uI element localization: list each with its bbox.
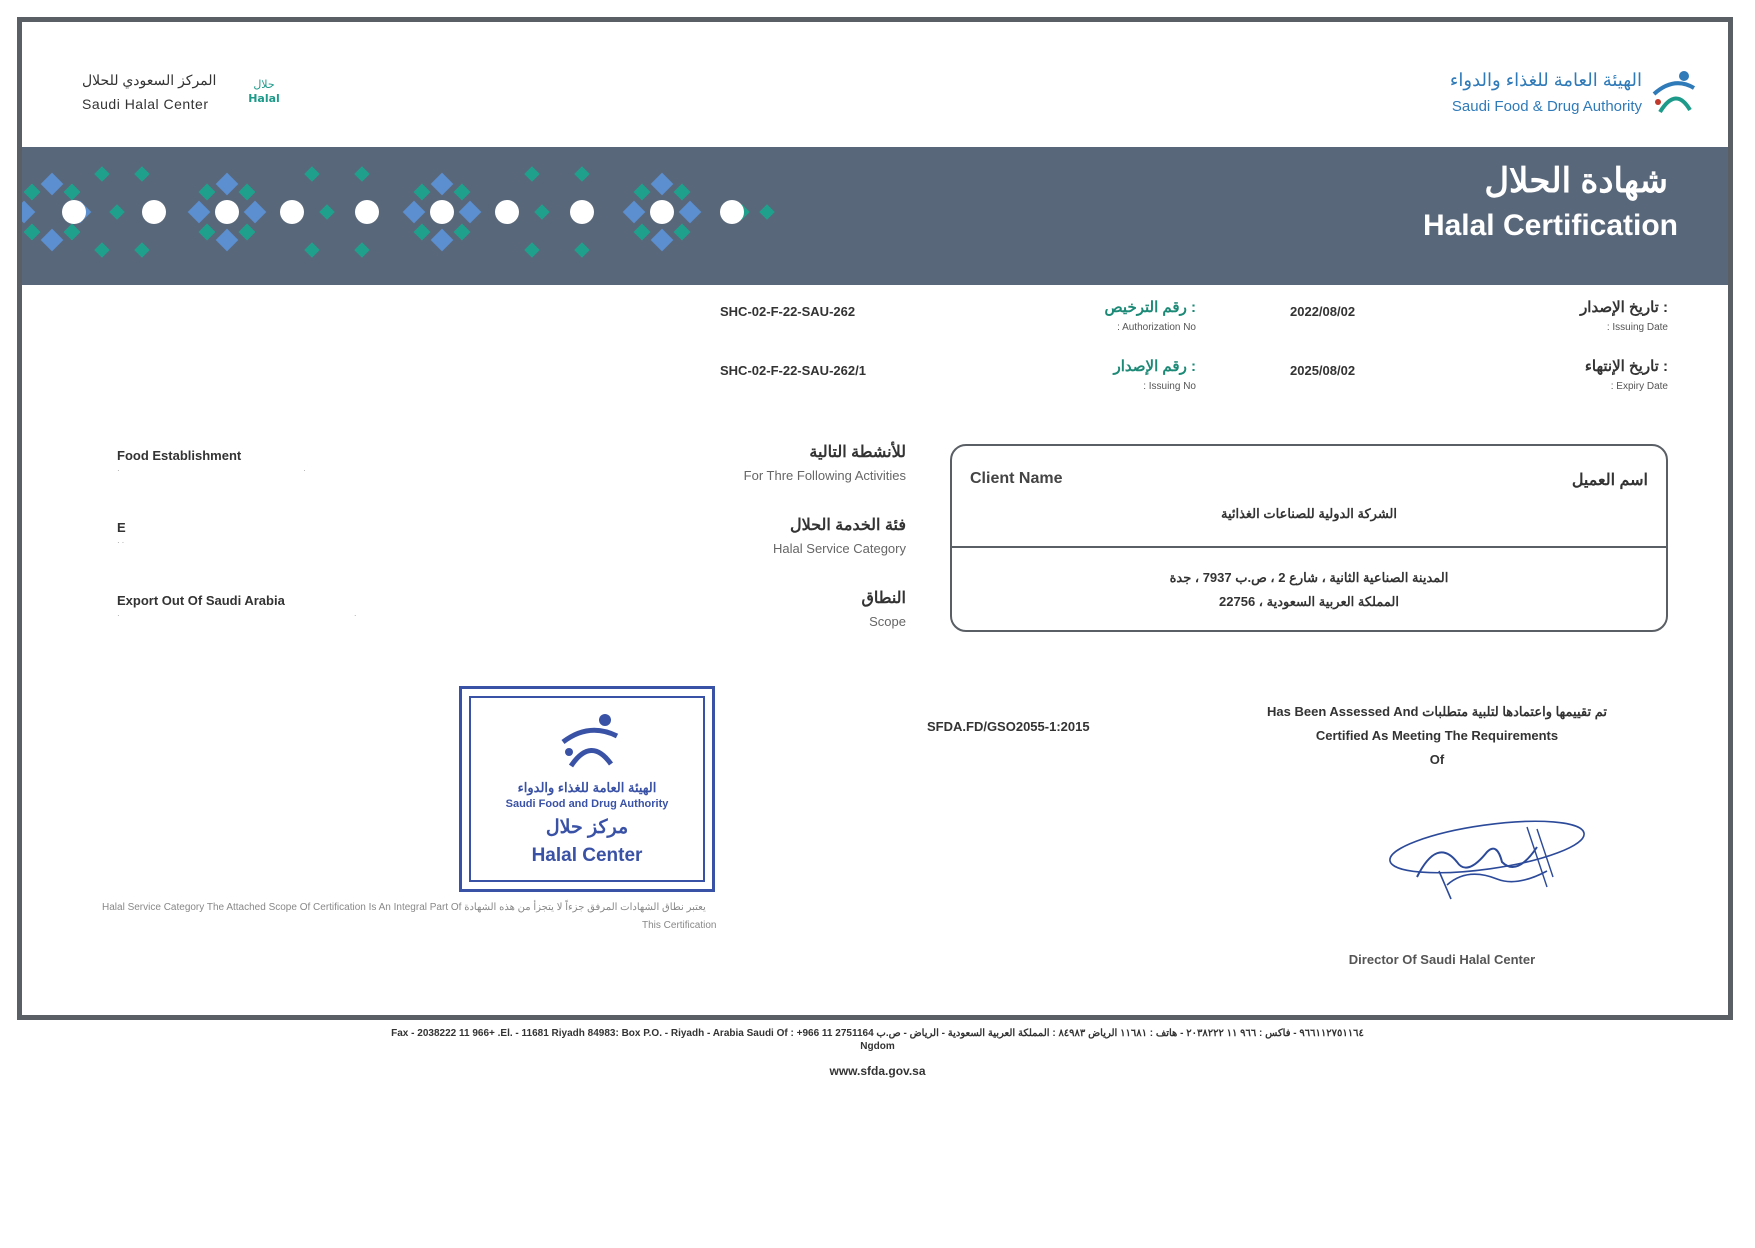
sfda-name-en: Saudi Food & Drug Authority	[1451, 98, 1642, 115]
pattern-diamond	[354, 166, 370, 182]
expiry-date-label-ar: تاريخ الإنتهاء :	[1584, 358, 1668, 375]
shc-name-en: Saudi Halal Center	[82, 96, 209, 112]
client-label-ar: اسم العميل	[1571, 472, 1648, 489]
scope-label-en: Scope	[869, 614, 906, 629]
footer-address-line2: Ngdom	[860, 1041, 895, 1052]
pattern-diamond	[414, 224, 431, 241]
certificate-frame	[17, 17, 1733, 1020]
sfda-emblem-icon	[1646, 66, 1702, 122]
client-divider	[952, 546, 1666, 548]
pattern-diamond	[759, 204, 775, 220]
issuing-no-value: SHC-02-F-22-SAU-262/1	[720, 363, 866, 378]
issuing-no-label-ar: رقم الإصدار :	[1113, 358, 1196, 375]
pattern-diamond	[634, 224, 651, 241]
assessment-line1: Has Been Assessed And تم تقييمها واعتمادها لتلبية متطلبات	[1267, 704, 1607, 719]
pattern-diamond	[454, 224, 471, 241]
issuing-date-label-en: : Issuing Date	[1606, 322, 1668, 333]
stamp-halal-center-en: Halal Center	[531, 845, 643, 866]
pattern-diamond	[403, 201, 426, 224]
pattern-circle	[142, 200, 166, 224]
activity-value: Food Establishment	[117, 448, 242, 463]
scope-label-ar: النطاق	[861, 590, 906, 607]
pattern-diamond	[109, 204, 125, 220]
category-underline: ··	[117, 538, 127, 547]
pattern-diamond	[459, 201, 482, 224]
auth-no-label-en: : Authorization No	[1117, 322, 1196, 333]
pattern-circle	[570, 200, 594, 224]
pattern-diamond	[679, 201, 702, 224]
footer-address: Fax - 2038222 11 966+ .El. - 11681 Riyadh 84983: Box P.O. - Riyadh - Arabia Saudi Of : +966 11 2751164 ٩٦٦١١٢٧٥١١٦٤ - فاكس : ٩٦٦ ١١ ٢٠٣٨٢٢٢ - هاتف : ١١٦٨١ الرياض ٨٤٩٨٣ : المملكة العربية السعودية - الرياض - ص.ب	[391, 1028, 1364, 1039]
halal-center-stamp	[459, 686, 715, 892]
halal-crescent-icon	[230, 58, 290, 130]
pattern-diamond	[574, 166, 590, 182]
pattern-diamond	[239, 224, 256, 241]
pattern-diamond	[134, 166, 150, 182]
scope-underline: · ·	[117, 611, 359, 620]
pattern-diamond	[24, 224, 41, 241]
title-en: Halal Certification	[1422, 209, 1678, 242]
activity-label-ar: للأنشطة التالية	[809, 444, 906, 461]
pattern-diamond	[244, 201, 267, 224]
pattern-diamond	[414, 184, 431, 201]
pattern-diamond	[524, 242, 540, 258]
stamp-halal-center-ar: مركز حلال	[545, 817, 629, 838]
pattern-diamond	[651, 173, 674, 196]
pattern-diamond	[634, 184, 651, 201]
svg-text:Halal: Halal	[248, 92, 280, 105]
pattern-diamond	[319, 204, 335, 220]
pattern-diamond	[454, 184, 471, 201]
pattern-diamond	[431, 173, 454, 196]
activity-label-en: For Thre Following Activities	[743, 468, 906, 483]
pattern-diamond	[41, 173, 64, 196]
client-name: الشركة الدولية للصناعات الغذائية	[1220, 506, 1398, 521]
pattern-circle	[280, 200, 304, 224]
pattern-diamond	[94, 242, 110, 258]
pattern-diamond	[216, 173, 239, 196]
pattern-diamond	[431, 229, 454, 252]
pattern-diamond	[651, 229, 674, 252]
pattern-diamond	[534, 204, 550, 220]
category-label-en: Halal Service Category	[773, 541, 906, 556]
pattern-diamond	[354, 242, 370, 258]
sfda-stamp-emblem-icon	[551, 708, 631, 774]
pattern-diamond	[199, 184, 216, 201]
pattern-diamond	[22, 201, 35, 224]
pattern-circle	[215, 200, 239, 224]
auth-no-label-ar: رقم الترخيص :	[1104, 299, 1196, 316]
pattern-diamond	[41, 229, 64, 252]
pattern-diamond	[64, 224, 81, 241]
pattern-diamond	[64, 184, 81, 201]
pattern-circle	[720, 200, 744, 224]
pattern-diamond	[94, 166, 110, 182]
geometric-pattern	[22, 147, 802, 285]
pattern-diamond	[674, 224, 691, 241]
director-signature	[1377, 807, 1587, 907]
stamp-sfda-en: Saudi Food and Drug Authority	[505, 798, 669, 810]
scope-note-line2: This Certification	[642, 920, 717, 931]
standard-reference: SFDA.FD/GSO2055-1:2015	[927, 719, 1090, 734]
sfda-logo	[1402, 50, 1702, 140]
pattern-diamond	[188, 201, 211, 224]
pattern-diamond	[24, 184, 41, 201]
issuing-no-label-en: : Issuing No	[1143, 381, 1196, 392]
client-label-en: Client Name	[970, 470, 1063, 487]
pattern-circle	[495, 200, 519, 224]
expiry-date-label-en: : Expiry Date	[1610, 381, 1668, 392]
client-box	[950, 444, 1668, 632]
pattern-circle	[650, 200, 674, 224]
assessment-line2: Certified As Meeting The Requirements	[1315, 728, 1559, 743]
director-title: Director Of Saudi Halal Center	[1348, 952, 1536, 967]
title-ar: شهادة الحلال	[1484, 162, 1668, 200]
title-banner	[22, 147, 1728, 285]
client-address-line2: 22756 ، المملكة العربية السعودية	[1219, 594, 1399, 609]
issuing-date-label-ar: تاريخ الإصدار :	[1580, 299, 1668, 316]
shc-name-ar: المركز السعودي للحلال	[82, 72, 217, 88]
stamp-inner-border	[469, 696, 705, 882]
pattern-circle	[62, 200, 86, 224]
pattern-diamond	[623, 201, 646, 224]
activity-underline: · ·	[117, 466, 308, 475]
pattern-diamond	[134, 242, 150, 258]
pattern-diamond	[304, 166, 320, 182]
pattern-diamond	[574, 242, 590, 258]
scope-value: Export Out Of Saudi Arabia	[117, 593, 285, 608]
sfda-name-ar: الهيئة العامة للغذاء والدواء	[1449, 70, 1642, 90]
pattern-diamond	[199, 224, 216, 241]
pattern-diamond	[304, 242, 320, 258]
footer-website-link[interactable]: www.sfda.gov.sa	[829, 1064, 926, 1078]
pattern-circle	[355, 200, 379, 224]
stamp-sfda-ar: الهيئة العامة للغذاء والدواء	[517, 780, 657, 795]
category-value: E	[117, 520, 126, 535]
svg-text:حلال: حلال	[253, 78, 275, 91]
scope-note: Halal Service Category The Attached Scope Of Certification Is An Integral Part Of يعتبر نطاق الشهادات المرفق جزءاً لا يتجزأ من هذه الشهادة	[102, 902, 706, 913]
pattern-diamond	[674, 184, 691, 201]
category-label-ar: فئة الخدمة الحلال	[790, 517, 906, 534]
pattern-diamond	[524, 166, 540, 182]
auth-no-value: SHC-02-F-22-SAU-262	[720, 304, 856, 319]
pattern-circle	[430, 200, 454, 224]
shc-logo	[82, 50, 282, 140]
issuing-date-value: 2022/08/02	[1290, 304, 1356, 319]
expiry-date-value: 2025/08/02	[1290, 363, 1356, 378]
pattern-diamond	[216, 229, 239, 252]
assessment-line3: Of	[1429, 752, 1445, 767]
client-address-line1: المدينة الصناعية الثانية ، شارع 2 ، ص.ب 7937 ، جدة	[1169, 570, 1449, 585]
pattern-diamond	[239, 184, 256, 201]
